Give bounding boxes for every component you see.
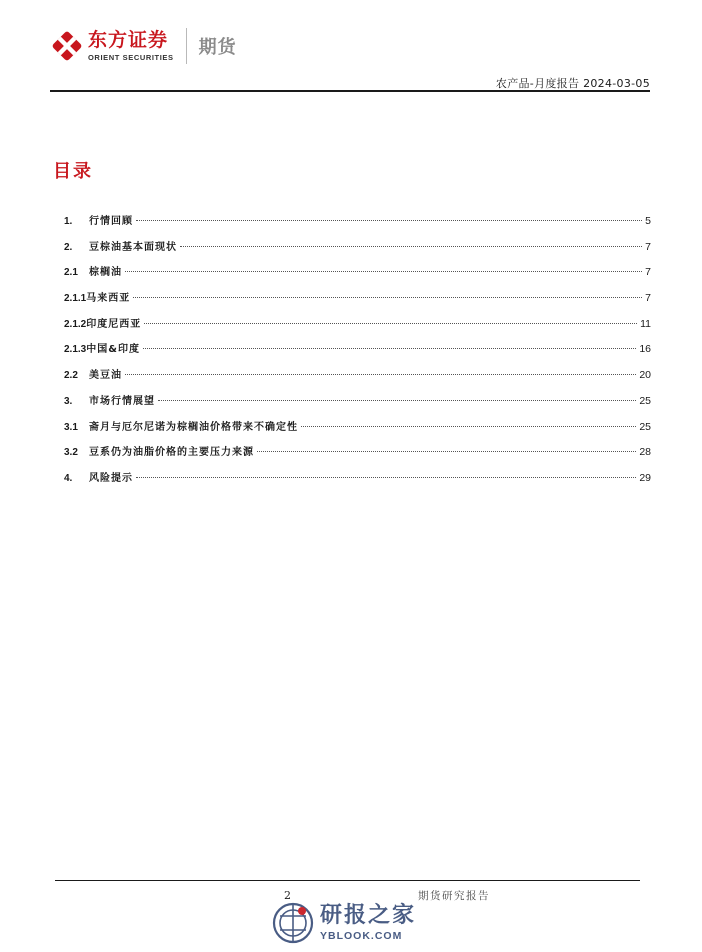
- toc-entry[interactable]: [64, 443, 651, 469]
- logo-english-name: ORIENT SECURITIES: [88, 53, 174, 62]
- toc-entry-page: 5: [645, 215, 651, 227]
- logo-divider: [186, 28, 187, 64]
- toc-entry[interactable]: [64, 340, 651, 366]
- page-header: [50, 28, 650, 92]
- toc-leader-dots: [144, 323, 637, 324]
- toc-entry-number: 1.: [64, 216, 73, 227]
- toc-entry-page: 7: [645, 266, 651, 279]
- toc-entry-page: 11: [640, 317, 651, 330]
- page-number: 2: [284, 889, 291, 902]
- toc-entry-page: 7: [645, 240, 651, 253]
- orient-securities-logo-icon: [52, 31, 82, 61]
- toc-entry-number: 2.: [64, 241, 73, 253]
- toc-entry-page: 16: [639, 343, 651, 356]
- toc-entry-label: 豆棕油基本面现状: [89, 241, 177, 253]
- company-logo: [50, 28, 237, 64]
- logo-futures-label: 期货: [198, 37, 237, 58]
- toc-entry[interactable]: [64, 289, 651, 315]
- toc-entry-label: 行情回顾: [89, 216, 133, 227]
- watermark-english: YBLOOK.COM: [320, 930, 403, 942]
- toc-entry-number: 4.: [64, 472, 73, 484]
- toc-entry-number: 2.1.1: [64, 293, 87, 305]
- toc-entry-label: 棕榈油: [89, 267, 122, 279]
- toc-entry[interactable]: [64, 263, 651, 289]
- toc-leader-dots: [125, 271, 642, 272]
- toc-entry-number: 3.2: [64, 447, 78, 459]
- toc-leader-dots: [158, 400, 636, 401]
- watermark: [272, 902, 416, 944]
- toc-entry[interactable]: [64, 469, 651, 495]
- toc-entry-number: 2.1: [64, 267, 78, 279]
- logo-chinese-name: 东方证券: [88, 29, 169, 51]
- header-rule: [50, 90, 650, 92]
- toc-leader-dots: [125, 374, 636, 375]
- toc-leader-dots: [133, 297, 642, 298]
- toc-entry[interactable]: [64, 212, 651, 238]
- toc-entry-number: 2.1.3: [64, 344, 87, 356]
- toc-entry-label: 风险提示: [89, 472, 133, 484]
- report-type-date: 农产品-月度报告 2024-03-05: [495, 77, 650, 90]
- toc-entry-label: 马来西亚: [86, 293, 131, 305]
- watermark-logo-icon: [272, 902, 314, 944]
- toc-entry-page: 20: [639, 369, 651, 382]
- toc-entry-page: 28: [639, 446, 651, 459]
- table-of-contents: [64, 212, 651, 495]
- footer-rule: [55, 880, 640, 881]
- toc-leader-dots: [136, 220, 642, 221]
- toc-entry[interactable]: [64, 366, 651, 392]
- toc-leader-dots: [143, 348, 636, 349]
- toc-entry-label: 美豆油: [89, 370, 122, 382]
- toc-entry-page: 7: [645, 292, 651, 305]
- watermark-chinese: 研报之家: [320, 903, 417, 928]
- toc-entry-number: 2.2: [64, 370, 78, 382]
- footer-report-label: 期货研究报告: [418, 890, 490, 902]
- toc-entry-page: 25: [639, 420, 651, 433]
- toc-entry[interactable]: [64, 238, 651, 264]
- toc-entry[interactable]: [64, 315, 651, 341]
- toc-entry-number: 2.1.2: [64, 318, 87, 330]
- toc-entry-number: 3.1: [64, 421, 78, 433]
- toc-title: 目录: [53, 161, 93, 182]
- toc-entry[interactable]: [64, 392, 651, 418]
- toc-entry-page: 25: [639, 394, 651, 407]
- toc-entry-label: 豆系仍为油脂价格的主要压力来源: [89, 447, 254, 459]
- toc-entry-label: 印度尼西亚: [86, 318, 142, 330]
- toc-entry-label: 斋月与厄尔尼诺为棕榈油价格带来不确定性: [89, 421, 298, 433]
- toc-leader-dots: [257, 451, 636, 452]
- toc-leader-dots: [180, 246, 642, 247]
- toc-entry-label: 市场行情展望: [89, 395, 155, 407]
- toc-entry-page: 29: [639, 471, 651, 484]
- toc-leader-dots: [301, 426, 636, 427]
- toc-entry[interactable]: [64, 418, 651, 444]
- toc-entry-number: 3.: [64, 395, 73, 407]
- toc-entry-label: 中国&印度: [86, 344, 140, 356]
- toc-leader-dots: [136, 477, 636, 478]
